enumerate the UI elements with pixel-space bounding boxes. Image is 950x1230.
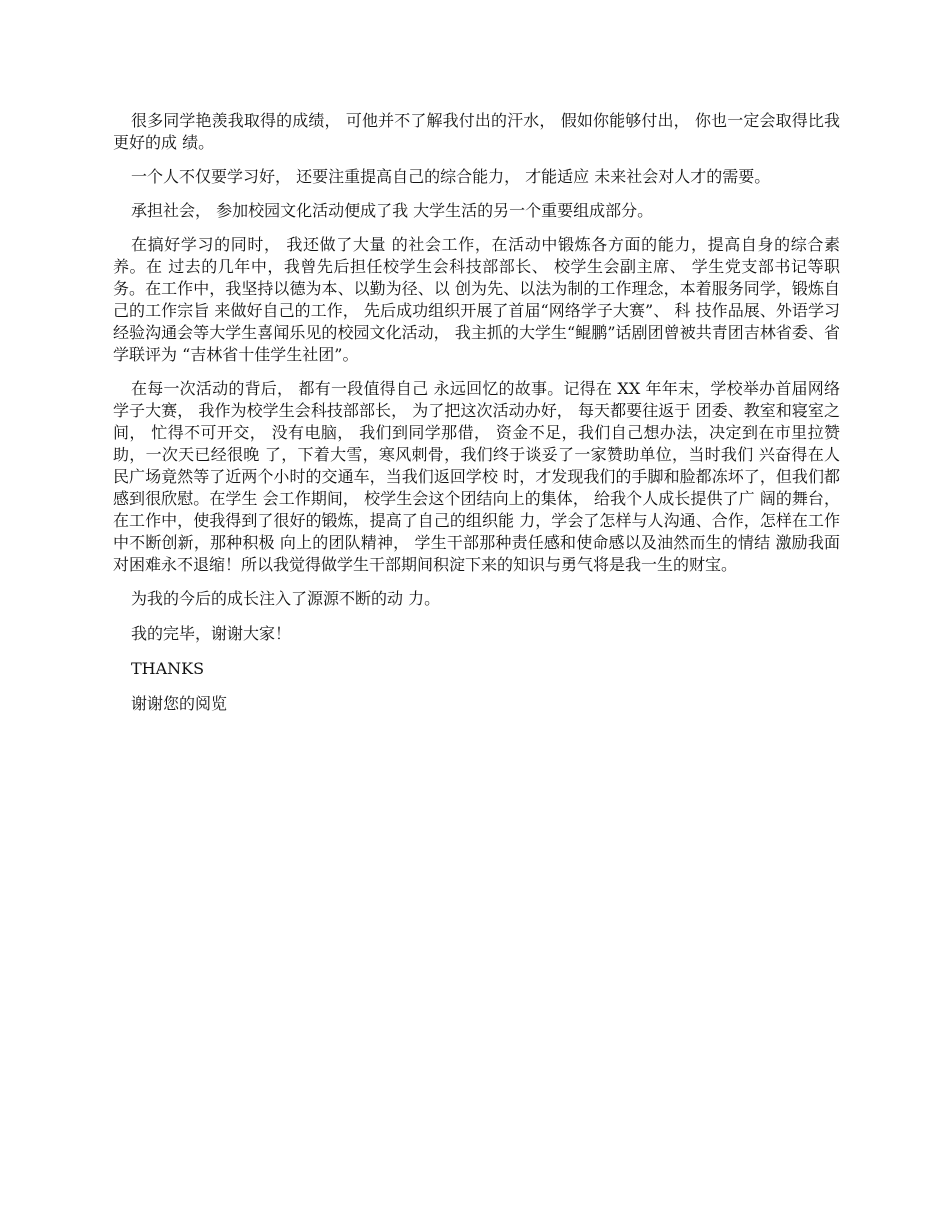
paragraph-1: 很多同学艳羡我取得的成绩， 可他并不了解我付出的汗水， 假如你能够付出， 你也一定会取得比我更好的成 绩。 bbox=[113, 111, 840, 152]
paragraph-4: 在搞好学习的同时， 我还做了大量 的社会工作，在活动中锻炼各方面的能力，提高自身的综合素养。在 过去的几年中，我曾先后担任校学生会科技部部长、 校学生会副主席、 学生党支部书记等职务。在工作中，我坚持以德为本、以勤为径、以 创为先、以法为制的工作理念，本着服务同学，锻炼自己的工作宗旨 来做好自己的工作， 先后成功组织开展了首届“网络学子大赛”、 科 技作品展、外语学习经验沟通会等大学生喜闻乐见的校园文化活动， 我主抓的大学生“鲲鹏”话剧团曾被共青团吉林省委、省学联评为 “吉林省十佳学生社团”。 bbox=[113, 235, 840, 364]
document-body bbox=[113, 110, 840, 728]
thanks-text: THANKS bbox=[131, 659, 205, 678]
reading-thanks-text: 谢谢您的阅览 bbox=[131, 694, 228, 713]
closing-remark: 我的完毕，谢谢大家！ bbox=[131, 624, 292, 643]
paragraph-3: 承担社会， 参加校园文化活动便成了我 大学生活的另一个重要组成部分。 bbox=[131, 201, 654, 220]
paragraph-5: 在每一次活动的背后， 都有一段值得自己 永远回忆的故事。记得在 XX 年年末，学校举办首届网络学子大赛， 我作为校学生会科技部部长， 为了把这次活动办好， 每天都要往返于 团委、教室和寝室之间， 忙得不可开交， 没有电脑， 我们到同学那借， 资金不足，我们自己想办法，决定到在市里拉赞助，一次天已经很晚 了，下着大雪，寒风刺骨，我们终于谈妥了一家赞助单位，当时我们 兴奋得在人民广场竟然等了近两个小时的交通车，当我们返回学校 时，才发现我们的手脚和脸都冻坏了，但我们都感到很欣慰。在学生 会工作期间， 校学生会这个团结向上的集体， 给我个人成长提供了广 阔的舞台，在工作中，使我得到了很好的锻炼，提高了自己的组织能 力，学会了怎样与人沟通、合作，怎样在工作中不断创新，那种积极 向上的团队精神， 学生干部那种责任感和使命感以及油然而生的情结 激励我面对困难永不退缩！所以我觉得做学生干部期间积淀下来的知识与勇气将是我一生的财宝。 bbox=[113, 379, 840, 574]
paragraph-6: 为我的今后的成长注入了源源不断的动 力。 bbox=[131, 589, 441, 608]
paragraph-2: 一个人不仅要学习好， 还要注重提高自己的综合能力， 才能适应 未来社会对人才的需要。 bbox=[131, 167, 771, 186]
